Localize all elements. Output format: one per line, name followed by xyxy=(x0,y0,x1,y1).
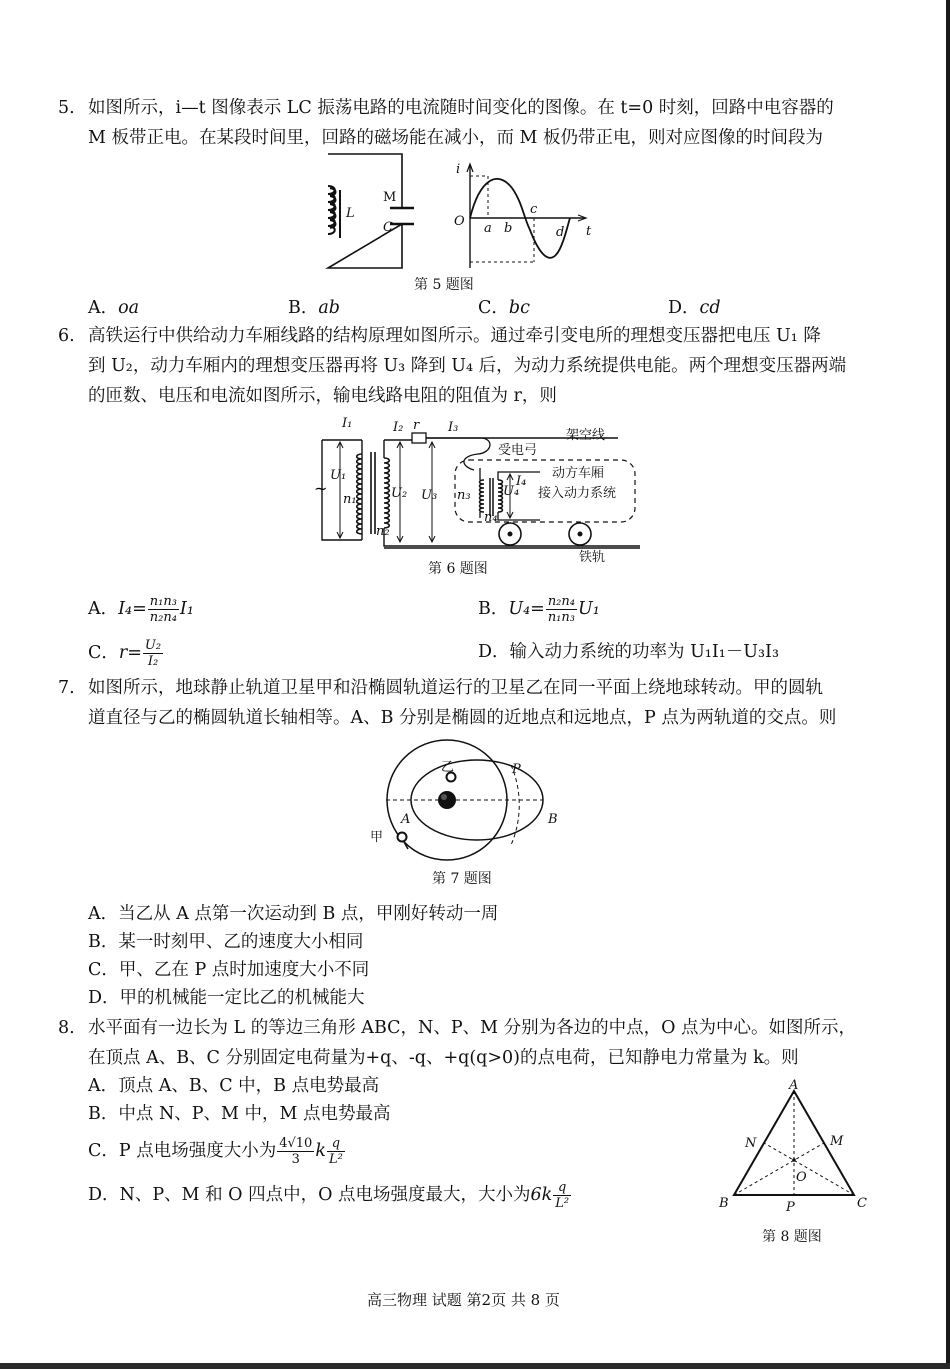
option-d[interactable]: D．cd xyxy=(668,298,721,318)
label-n4: n₄ xyxy=(484,510,498,525)
label-r: r xyxy=(413,418,420,433)
option-d[interactable]: D．甲的机械能一定比乙的机械能大 xyxy=(88,988,365,1008)
label-u4: U₄ xyxy=(503,484,520,499)
vertex-c-label: C xyxy=(857,1196,867,1211)
label-pantograph: 受电弓 xyxy=(498,443,538,458)
capacitor-label: C xyxy=(383,220,393,235)
option-d[interactable]: D．输入动力系统的功率为 U₁I₁－U₃I₃ xyxy=(478,642,779,662)
question-text-line: 高铁运行中供给动力车厢线路的结构原理如图所示。通过牵引变电所的理想变压器把电压 U₁ 降 xyxy=(88,326,821,346)
fraction: $\frac{4√10}{3}$ xyxy=(279,1136,313,1167)
question-number: 8. xyxy=(58,1018,75,1038)
option-c[interactable]: C．bc xyxy=(478,298,530,318)
center-o-label: O xyxy=(796,1170,807,1185)
midpoint-n-label: N xyxy=(745,1136,757,1151)
inductor-label: L xyxy=(346,206,355,221)
label-i2: I₂ xyxy=(393,420,404,435)
question-text-line: 到 U₂，动力车厢内的理想变压器再将 U₃ 降到 U₄ 后，为动力系统提供电能。两个理想变压器两端 xyxy=(88,356,847,376)
midpoint-m-label: M xyxy=(830,1134,844,1149)
question-number: 6. xyxy=(58,326,75,346)
point-p-label: P xyxy=(512,762,521,777)
option-a[interactable]: A．oa xyxy=(88,298,140,318)
page-footer: 高三物理 试题 第2页 共 8 页 xyxy=(367,1291,560,1309)
plate-label: M xyxy=(383,190,397,205)
label-u2: U₂ xyxy=(391,486,408,501)
label-n1: n₁ xyxy=(343,492,357,507)
figure-caption: 第 8 题图 xyxy=(762,1229,822,1245)
label-u1: U₁ xyxy=(330,468,347,483)
option-a[interactable]: A．当乙从 A 点第一次运动到 B 点，甲刚好转动一周 xyxy=(88,904,499,924)
graph-b-label: b xyxy=(504,221,513,236)
label-i1: I₁ xyxy=(342,416,353,431)
label-power-system: 接入动力系统 xyxy=(538,486,617,501)
graph-y-label: i xyxy=(456,162,461,177)
option-d[interactable]: D．N、P、M 和 O 四点中，O 点电场强度最大，大小为6k $\frac{q}{\text{L²}}$ xyxy=(88,1180,570,1211)
triangle-diagram xyxy=(720,1085,870,1205)
satellite-jia-label: 甲 xyxy=(370,830,384,845)
label-rail: 铁轨 xyxy=(579,550,606,565)
graph-d-label: d xyxy=(556,225,565,240)
label-i4: I₄ xyxy=(516,474,527,489)
graph-c-label: c xyxy=(530,202,538,217)
fraction: $\frac{\text{U₂}}{\text{I₂}}$ xyxy=(144,638,162,669)
label-u3: U₃ xyxy=(421,488,438,503)
midpoint-p-label: P xyxy=(786,1200,795,1215)
label-i3: I₃ xyxy=(448,420,459,435)
label-power-car: 动方车厢 xyxy=(552,466,605,481)
svg-text:~: ~ xyxy=(314,479,328,498)
fraction: $\frac{q}{\text{L²}}$ xyxy=(555,1180,570,1211)
option-b[interactable]: B．中点 N、P、M 中，M 点电势最高 xyxy=(88,1104,391,1124)
graph-a-label: a xyxy=(484,221,492,236)
satellite-yi-label: 乙 xyxy=(441,760,455,775)
label-n3: n₃ xyxy=(457,488,471,503)
point-b-label: B xyxy=(548,812,558,827)
option-b[interactable]: B．ab xyxy=(288,298,341,318)
label-n2: n₂ xyxy=(376,524,390,539)
option-a[interactable]: A．I₄= $\frac{\text{n₁n₃}}{\text{n₂n₄}}$ I₁ xyxy=(88,594,194,625)
option-a[interactable]: A．顶点 A、B、C 中，B 点电势最高 xyxy=(88,1076,380,1096)
orbit-diagram xyxy=(380,735,580,865)
option-c[interactable]: C．r= $\frac{\text{U₂}}{\text{I₂}}$ xyxy=(88,638,162,669)
vertex-a-label: A xyxy=(789,1078,799,1093)
option-b[interactable]: B．某一时刻甲、乙的速度大小相同 xyxy=(88,932,364,952)
scan-edge-right xyxy=(946,0,950,1369)
lc-circuit-diagram xyxy=(320,150,420,275)
question-text-line: 如图所示，i—t 图像表示 LC 振荡电路的电流随时间变化的图像。在 t=0 时刻，回路中电容器的 xyxy=(88,98,834,118)
question-number: 5. xyxy=(58,98,75,118)
point-a-label: A xyxy=(401,812,411,827)
figure-caption: 第 5 题图 xyxy=(414,277,474,293)
graph-t-label: t xyxy=(586,224,592,239)
question-text-line: 的匝数、电压和电流如图所示，输电线路电阻的阻值为 r，则 xyxy=(88,386,557,406)
question-text-line: M 板带正电。在某段时间里，回路的磁场能在减小，而 M 板仍带正电，则对应图像的时间段为 xyxy=(88,128,824,148)
fraction: $\frac{\text{n₂n₄}}{\text{n₁n₃}}$ xyxy=(547,594,575,625)
scan-edge-bottom xyxy=(0,1363,950,1369)
label-overhead-line: 架空线 xyxy=(566,428,606,443)
question-text-line: 道直径与乙的椭圆轨道长轴相等。A、B 分别是椭圆的近地点和远地点，P 点为两轨道的交点。则 xyxy=(88,708,837,728)
option-c[interactable]: C．甲、乙在 P 点时加速度大小不同 xyxy=(88,960,370,980)
option-b[interactable]: B．U₄= $\frac{\text{n₂n₄}}{\text{n₁n₃}}$ U₁ xyxy=(478,594,600,625)
figure-caption: 第 6 题图 xyxy=(428,561,488,577)
figure-caption: 第 7 题图 xyxy=(432,871,492,887)
question-text-line: 如图所示，地球静止轨道卫星甲和沿椭圆轨道运行的卫星乙在同一平面上绕地球转动。甲的圆轨 xyxy=(88,678,823,698)
option-c[interactable]: C．P 点电场强度大小为 $\frac{4√10}{3}$ k $\frac{q}{\text{L²}}$ xyxy=(88,1136,343,1167)
vertex-b-label: B xyxy=(719,1196,729,1211)
fraction: $\frac{q}{\text{L²}}$ xyxy=(328,1136,343,1167)
question-text-line: 水平面有一边长为 L 的等边三角形 ABC，N、P、M 分别为各边的中点，O 点为中心。如图所示， xyxy=(88,1018,856,1038)
question-number: 7. xyxy=(58,678,75,698)
question-text-line: 在顶点 A、B、C 分别固定电荷量为+q、-q、+q(q>0)的点电荷，已知静电力常量为 k。则 xyxy=(88,1048,799,1068)
graph-origin-label: O xyxy=(454,214,465,229)
fraction: $\frac{\text{n₁n₃}}{\text{n₂n₄}}$ xyxy=(149,594,177,625)
